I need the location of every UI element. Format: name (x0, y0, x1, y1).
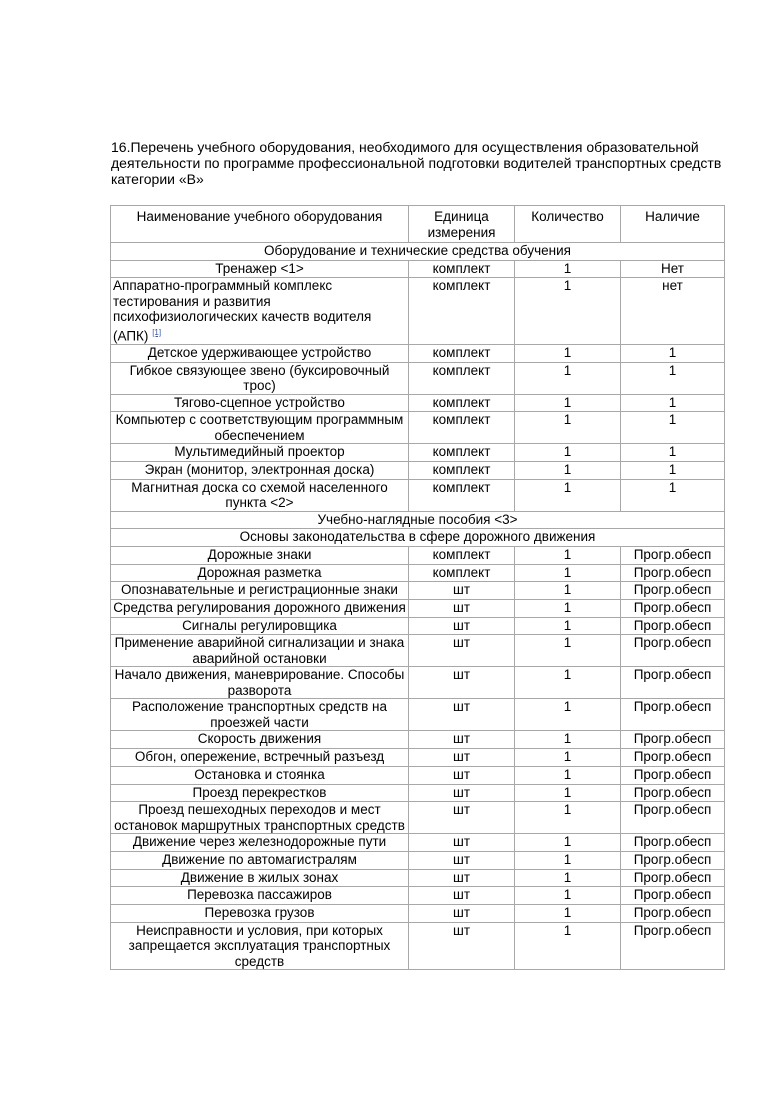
cell-name (111, 344, 409, 362)
cell-unit-text: комплект (432, 479, 491, 495)
cell-qty (515, 834, 621, 852)
cell-name (111, 869, 409, 887)
cell-qty (515, 784, 621, 802)
cell-name-text: Движение по автомагистралям (162, 851, 357, 867)
cell-avail-text: Прогр.обесп (633, 887, 712, 903)
equipment-table (110, 205, 725, 970)
cell-unit-text: комплект (432, 564, 491, 580)
cell-unit-text: шт (452, 699, 470, 715)
cell-avail-text: Прогр.обесп (633, 834, 712, 850)
cell-unit-text: комплект (432, 412, 491, 428)
cell-qty-text: 1 (563, 344, 572, 360)
section-row (111, 243, 725, 261)
cell-name (111, 699, 409, 731)
cell-name-text: Тренажер <1> (215, 260, 304, 276)
cell-unit-text: комплект (432, 260, 491, 276)
cell-unit (409, 547, 515, 565)
cell-avail-text: Прогр.обесп (633, 784, 712, 800)
cell-qty-text: 1 (563, 904, 572, 920)
cell-name-text: Компьютер с соответствующим программным обеспечением (115, 412, 404, 443)
table-row (111, 904, 725, 922)
cell-qty (515, 851, 621, 869)
cell-qty-text: 1 (563, 278, 572, 294)
cell-avail (621, 547, 725, 565)
cell-unit (409, 922, 515, 970)
table-row (111, 479, 725, 511)
cell-unit (409, 344, 515, 362)
cell-qty (515, 394, 621, 412)
cell-avail-text: 1 (668, 412, 677, 428)
cell-avail (621, 600, 725, 618)
cell-avail (621, 394, 725, 412)
cell-qty-text: 1 (563, 582, 572, 598)
cell-name-text: Перевозка грузов (204, 904, 315, 920)
cell-name (111, 922, 409, 970)
cell-unit-text: комплект (432, 362, 491, 378)
cell-name-text: Сигналы регулировщика (182, 617, 337, 633)
table-row (111, 749, 725, 767)
cell-unit (409, 617, 515, 635)
subsection-row (111, 529, 725, 547)
cell-avail (621, 784, 725, 802)
cell-unit-text: шт (452, 731, 470, 747)
cell-name (111, 600, 409, 618)
footnote-link[interactable]: [1] (152, 327, 162, 337)
cell-unit-text: комплект (432, 547, 491, 562)
cell-avail-text: Прогр.обесп (633, 766, 712, 782)
table-row (111, 766, 725, 784)
cell-name (111, 904, 409, 922)
cell-name (111, 479, 409, 511)
cell-avail-text: Нет (661, 260, 684, 276)
cell-unit-text: комплект (432, 461, 491, 477)
cell-name-text: Экран (монитор, электронная доска) (144, 461, 375, 477)
cell-qty-text: 1 (563, 749, 572, 765)
column-header-name: Наименование учебного оборудования (111, 206, 409, 243)
cell-unit (409, 394, 515, 412)
table-row (111, 869, 725, 887)
cell-qty (515, 667, 621, 699)
cell-qty-text: 1 (563, 635, 572, 651)
cell-avail (621, 699, 725, 731)
cell-unit (409, 802, 515, 834)
cell-qty-text: 1 (563, 617, 572, 633)
cell-unit (409, 362, 515, 394)
table-row (111, 394, 725, 412)
cell-name-text: Неисправности и условия, при которых запрещается эксплуатация транспортных средств (128, 922, 391, 969)
cell-name-text: Гибкое связующее звено (буксировочный трос) (129, 362, 390, 394)
cell-unit (409, 564, 515, 582)
cell-name-text: Движение в жилых зонах (180, 869, 339, 885)
cell-name (111, 617, 409, 635)
cell-qty-text: 1 (563, 260, 572, 276)
cell-qty-text: 1 (563, 731, 572, 747)
cell-name (111, 802, 409, 834)
cell-name (111, 834, 409, 852)
cell-qty (515, 617, 621, 635)
cell-name (111, 784, 409, 802)
cell-name-text: Дорожные знаки (207, 547, 312, 562)
cell-name-text: Мультимедийный проектор (174, 444, 345, 460)
subsection-law-title: Основы законодательства в сфере дорожного движения (111, 529, 725, 547)
cell-name-text: Тягово-сцепное устройство (174, 394, 345, 410)
cell-name (111, 444, 409, 462)
cell-avail (621, 564, 725, 582)
cell-avail (621, 582, 725, 600)
cell-avail (621, 344, 725, 362)
column-header-qty: Количество (515, 206, 621, 243)
cell-name (111, 260, 409, 278)
table-row (111, 260, 725, 278)
cell-avail (621, 766, 725, 784)
cell-avail-text: Прогр.обесп (633, 699, 712, 715)
cell-avail-text: 1 (668, 444, 677, 460)
cell-name (111, 766, 409, 784)
cell-avail (621, 412, 725, 444)
cell-unit-text: шт (452, 904, 470, 920)
cell-unit-text: шт (452, 749, 470, 765)
table-row (111, 851, 725, 869)
cell-unit (409, 869, 515, 887)
table-row (111, 362, 725, 394)
cell-qty (515, 904, 621, 922)
cell-unit (409, 784, 515, 802)
cell-qty-text: 1 (563, 547, 572, 562)
cell-name-text: Проезд перекрестков (192, 784, 327, 800)
table-row (111, 600, 725, 618)
cell-qty (515, 635, 621, 667)
cell-unit (409, 766, 515, 784)
cell-avail (621, 635, 725, 667)
cell-unit (409, 412, 515, 444)
table-row (111, 412, 725, 444)
cell-unit-text: шт (452, 600, 470, 616)
cell-avail (621, 851, 725, 869)
cell-qty (515, 582, 621, 600)
cell-unit-text: комплект (432, 344, 491, 360)
cell-unit-text: комплект (432, 394, 491, 410)
cell-qty-text: 1 (563, 362, 572, 378)
cell-qty (515, 731, 621, 749)
cell-qty (515, 699, 621, 731)
cell-qty (515, 412, 621, 444)
cell-qty-text: 1 (563, 802, 572, 818)
cell-unit-text: шт (452, 667, 470, 683)
cell-qty (515, 278, 621, 345)
cell-unit-text: комплект (432, 444, 491, 460)
cell-name-text: Скорость движения (197, 731, 322, 747)
table-row (111, 617, 725, 635)
cell-unit (409, 278, 515, 345)
cell-qty-text: 1 (563, 394, 572, 410)
cell-qty-text: 1 (563, 922, 572, 938)
cell-unit-text: шт (452, 834, 470, 850)
cell-avail-text: Прогр.обесп (633, 802, 712, 818)
cell-avail (621, 278, 725, 345)
cell-avail (621, 869, 725, 887)
cell-unit (409, 582, 515, 600)
table-row (111, 802, 725, 834)
cell-qty-text: 1 (563, 699, 572, 715)
cell-avail-text: Прогр.обесп (633, 635, 712, 651)
cell-name (111, 278, 409, 345)
cell-name-text: Расположение транспортных средств на проезжей части (132, 699, 387, 730)
cell-avail (621, 731, 725, 749)
table-row (111, 444, 725, 462)
cell-unit (409, 731, 515, 749)
cell-qty-text: 1 (563, 479, 572, 495)
cell-name-text: Проезд пешеходных переходов и мест остановок маршрутных транспортных средств (114, 802, 405, 833)
cell-name-text: Магнитная доска со схемой населенного пункта <2> (131, 479, 388, 511)
section-aids-title: Учебно-наглядные пособия <3> (111, 511, 725, 529)
cell-name (111, 394, 409, 412)
cell-unit (409, 635, 515, 667)
cell-unit-text: шт (452, 869, 470, 885)
cell-name (111, 582, 409, 600)
table-row (111, 344, 725, 362)
cell-name-text: Начало движения, маневрирование. Способы разворота (114, 667, 405, 698)
cell-avail-text: 1 (668, 362, 677, 378)
cell-qty-text: 1 (563, 444, 572, 460)
table-row (111, 635, 725, 667)
cell-unit (409, 851, 515, 869)
cell-qty-text: 1 (563, 784, 572, 800)
section-row (111, 511, 725, 529)
cell-qty-text: 1 (563, 564, 572, 580)
cell-name (111, 731, 409, 749)
cell-unit-text: шт (452, 784, 470, 800)
cell-avail (621, 749, 725, 767)
cell-name (111, 461, 409, 479)
cell-qty (515, 749, 621, 767)
cell-avail (621, 444, 725, 462)
cell-name (111, 635, 409, 667)
cell-name-text: Применение аварийной сигнализации и знака аварийной остановки (114, 635, 405, 666)
cell-avail-text: Прогр.обесп (633, 749, 712, 765)
cell-unit (409, 444, 515, 462)
cell-unit-text: шт (452, 635, 470, 651)
table-row (111, 887, 725, 905)
cell-qty-text: 1 (563, 869, 572, 885)
table-row (111, 564, 725, 582)
cell-avail-text: Прогр.обесп (633, 667, 712, 683)
section-equipment-title: Оборудование и технические средства обучения (111, 243, 725, 261)
cell-qty-text: 1 (563, 461, 572, 477)
cell-unit-text: шт (452, 617, 470, 633)
cell-avail-text: Прогр.обесп (633, 564, 712, 580)
cell-avail-text: 1 (668, 344, 677, 360)
cell-avail-text: Прогр.обесп (633, 617, 712, 633)
table-row (111, 699, 725, 731)
cell-avail (621, 904, 725, 922)
cell-name (111, 851, 409, 869)
cell-qty (515, 479, 621, 511)
cell-name-text: Перевозка пассажиров (187, 887, 332, 903)
column-header-avail: Наличие (621, 206, 725, 243)
cell-name-text: Детское удерживающее устройство (147, 344, 372, 360)
cell-name (111, 564, 409, 582)
table-row (111, 731, 725, 749)
cell-avail (621, 617, 725, 635)
column-header-unit: Единица измерения (409, 206, 515, 243)
cell-qty (515, 547, 621, 565)
table-header-row (111, 206, 725, 243)
cell-qty (515, 564, 621, 582)
cell-qty-text: 1 (563, 600, 572, 616)
cell-avail-text: нет (662, 278, 683, 294)
document-heading: 16.Перечень учебного оборудования, необходимого для осуществления образовательной деятельности по программе профессиональной подготовки водителей транспортных средств категории «В» (111, 139, 722, 187)
cell-qty (515, 344, 621, 362)
cell-unit (409, 461, 515, 479)
cell-avail (621, 461, 725, 479)
cell-name-text: Средства регулирования дорожного движения (113, 600, 406, 616)
cell-unit (409, 834, 515, 852)
cell-unit-text: комплект (432, 278, 491, 294)
cell-qty-text: 1 (563, 667, 572, 683)
cell-unit-text: шт (452, 802, 470, 818)
cell-name-text: Остановка и стоянка (194, 766, 325, 782)
table-row (111, 784, 725, 802)
cell-avail-text: Прогр.обесп (633, 922, 712, 938)
cell-name (111, 547, 409, 565)
cell-name-text: Движение через железнодорожные пути (132, 834, 387, 850)
cell-name (111, 412, 409, 444)
cell-avail-text: Прогр.обесп (633, 547, 712, 562)
cell-qty (515, 887, 621, 905)
cell-unit (409, 260, 515, 278)
cell-unit-text: шт (452, 922, 470, 938)
cell-qty-text: 1 (563, 851, 572, 867)
cell-avail-text: Прогр.обесп (633, 869, 712, 885)
cell-unit-text: шт (452, 582, 470, 598)
cell-qty-text: 1 (563, 834, 572, 850)
cell-avail (621, 922, 725, 970)
table-row (111, 278, 725, 345)
cell-unit (409, 699, 515, 731)
cell-name-text: Дорожная разметка (197, 564, 322, 580)
cell-name (111, 362, 409, 394)
cell-qty (515, 444, 621, 462)
cell-name (111, 667, 409, 699)
cell-unit (409, 749, 515, 767)
cell-unit-text: шт (452, 851, 470, 867)
cell-qty-text: 1 (563, 412, 572, 428)
cell-qty (515, 922, 621, 970)
cell-avail (621, 362, 725, 394)
cell-qty-text: 1 (563, 766, 572, 782)
cell-avail-text: Прогр.обесп (633, 600, 712, 616)
cell-avail (621, 260, 725, 278)
cell-unit (409, 667, 515, 699)
table-row (111, 582, 725, 600)
cell-unit-text: шт (452, 887, 470, 903)
cell-name-text: Обгон, опережение, встречный разъезд (134, 749, 385, 765)
cell-avail (621, 802, 725, 834)
cell-unit (409, 600, 515, 618)
cell-avail-text: 1 (668, 479, 677, 495)
cell-avail-text: 1 (668, 394, 677, 410)
cell-qty-text: 1 (563, 887, 572, 903)
cell-qty (515, 461, 621, 479)
cell-avail (621, 887, 725, 905)
table-row (111, 547, 725, 565)
cell-name-text: Аппаратно-программный комплекс тестирования и развития психофизиологических качеств водителя (АПК) (113, 278, 372, 344)
cell-qty (515, 362, 621, 394)
cell-qty (515, 260, 621, 278)
cell-unit (409, 887, 515, 905)
cell-unit (409, 904, 515, 922)
table-row (111, 834, 725, 852)
cell-qty (515, 600, 621, 618)
cell-avail (621, 479, 725, 511)
cell-unit (409, 479, 515, 511)
cell-avail (621, 834, 725, 852)
cell-avail-text: 1 (668, 461, 677, 477)
cell-avail (621, 667, 725, 699)
cell-avail-text: Прогр.обесп (633, 582, 712, 598)
cell-avail-text: Прогр.обесп (633, 731, 712, 747)
cell-avail-text: Прогр.обесп (633, 851, 712, 867)
cell-unit-text: шт (452, 766, 470, 782)
table-row (111, 461, 725, 479)
cell-qty (515, 802, 621, 834)
cell-name (111, 749, 409, 767)
table-row (111, 667, 725, 699)
table-row (111, 922, 725, 970)
cell-qty (515, 766, 621, 784)
cell-qty (515, 869, 621, 887)
cell-name (111, 887, 409, 905)
cell-name-text: Опознавательные и регистрационные знаки (121, 582, 398, 598)
cell-avail-text: Прогр.обесп (633, 904, 712, 920)
